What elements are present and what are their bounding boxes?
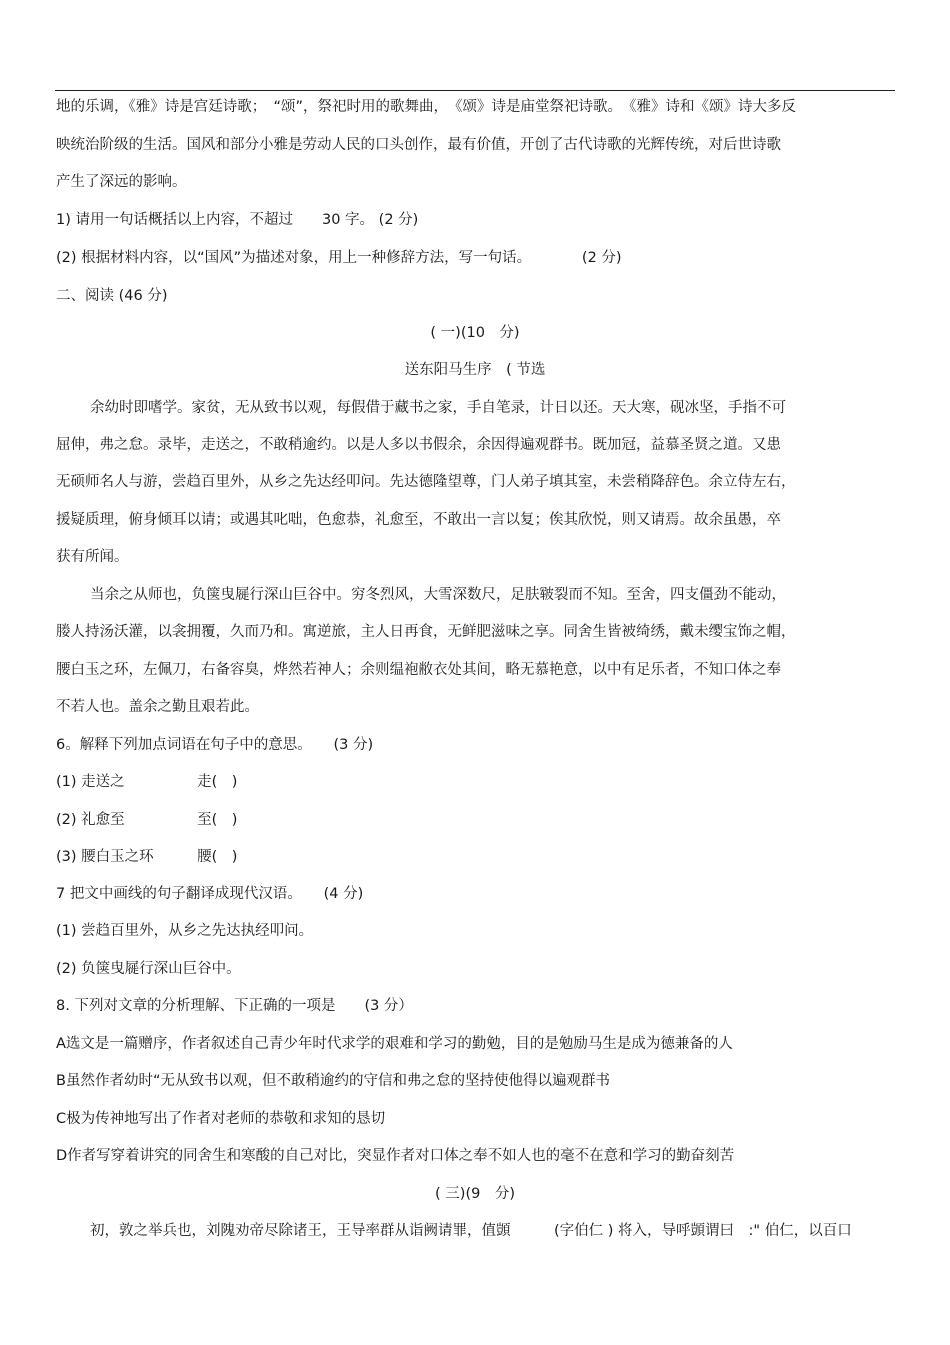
question-item: (1) 走送之 走( ) xyxy=(56,774,238,790)
passage-line: 媵人持汤沃灌，以衾拥覆，久而乃和。寓逆旅，主人日再食，无鲜肥滋味之享。同舍生皆被绮绣，戴未缨宝饰之帽， xyxy=(56,624,796,640)
option-d: D作者写穿着讲究的同舍生和寒酸的自己对比，突显作者对口体之奉不如人也的毫不在意和学习的勤奋刻苦 xyxy=(56,1148,735,1164)
question-line: 7 把文中画线的句子翻译成现代汉语。 (4 分) xyxy=(56,886,364,902)
question-item: (2) 礼愈至 至( ) xyxy=(56,812,238,828)
question-line: 1) 请用一句话概括以上内容，不超过 30 字。 (2 分) xyxy=(56,212,419,228)
subsection-heading: ( 一)(10 分) xyxy=(430,325,520,341)
section-heading: 二、阅读 (46 分) xyxy=(56,288,168,304)
passage-line: 获有所闻。 xyxy=(56,549,129,565)
question-line: 8. 下列对文章的分析理解、下正确的一项是 (3 分） xyxy=(56,998,413,1014)
question-line: 6。解释下列加点词语在句子中的意思。 (3 分) xyxy=(56,737,374,753)
question-item: (2) 负箧曳屣行深山巨谷中。 xyxy=(56,961,241,977)
question-item: (3) 腰白玉之环 腰( ) xyxy=(56,849,238,865)
question-line: (2) 根据材料内容，以“国风”为描述对象，用上一种修辞方法，写一句话。 (2 分) xyxy=(56,250,622,266)
passage-title: 送东阳马生序 ( 节选 xyxy=(404,362,546,378)
passage-line: 屈伸，弗之怠。录毕，走送之，不敢稍逾约。以是人多以书假余，余因得遍观群书。既加冠，益慕圣贤之道。又患 xyxy=(56,437,781,453)
passage-line: 腰白玉之环，左佩刀，右备容臭，烨然若神人；余则缊袍敝衣处其间，略无慕艳意，以中有足乐者，不知口体之奉 xyxy=(56,662,781,678)
text-line: 地的乐调，《雅》诗是宫廷诗歌； “颂”，祭祀时用的歌舞曲， 《颂》诗是庙堂祭祀诗歌。 《雅》诗和《颂》诗大多反 xyxy=(56,99,797,115)
question-item: (1) 尝趋百里外，从乡之先达执经叩问。 xyxy=(56,923,314,939)
subsection-heading: ( 三)(9 分) xyxy=(435,1186,515,1202)
text-line: 产生了深远的影响。 xyxy=(56,174,187,190)
passage-line: 无硕师名人与游，尝趋百里外，从乡之先达经叩问。先达德隆望尊，门人弟子填其室，未尝稍降辞色。余立侍左右， xyxy=(56,474,796,490)
header-rule xyxy=(55,90,895,91)
option-b: B虽然作者幼时“无从致书以观，但不敢稍逾约的守信和弗之怠的坚持使他得以遍观群书 xyxy=(56,1073,610,1089)
text-line: 映统治阶级的生活。国风和部分小雅是劳动人民的口头创作，最有价值，开创了古代诗歌的光辉传统，对后世诗歌 xyxy=(56,137,781,153)
passage-line: 援疑质理，俯身倾耳以请；或遇其叱咄，色愈恭，礼愈至，不敢出一言以复；俟其欣悦，则又请焉。故余虽愚，卒 xyxy=(56,512,781,528)
option-a: A选文是一篇赠序，作者叙述自己青少年时代求学的艰难和学习的勤勉，目的是勉励马生是成为德兼备的人 xyxy=(56,1036,733,1052)
passage-line: 余幼时即嗜学。家贫，无从致书以观，每假借于藏书之家，手自笔录，计日以还。天大寒，砚冰坚，手指不可 xyxy=(90,400,786,416)
passage-line: 初，敦之举兵也，刘隗劝帝尽除诸王，王导率群从诣阙请罪，值顗 (字伯仁 ) 将入，导呼顗谓曰 :" 伯仁，以百口 xyxy=(90,1223,852,1239)
passage-line: 当余之从师也，负箧曳屣行深山巨谷中。穷冬烈风，大雪深数尺，足肤皲裂而不知。至舍，四支僵劲不能动， xyxy=(90,587,786,603)
passage-line: 不若人也。盖余之勤且艰若此。 xyxy=(56,699,259,715)
option-c: C极为传神地写出了作者对老师的恭敬和求知的恳切 xyxy=(56,1111,386,1127)
